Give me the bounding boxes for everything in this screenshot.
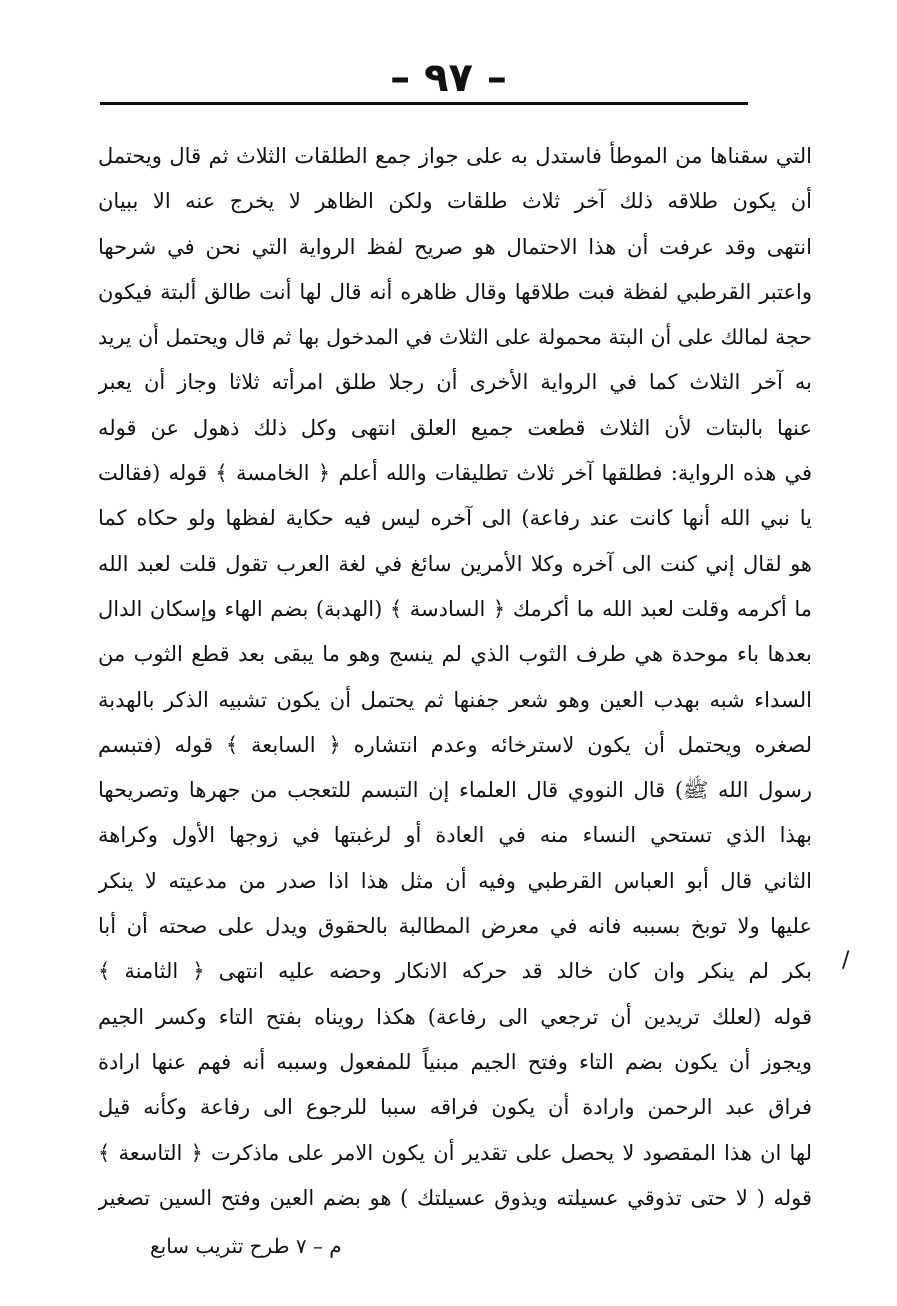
text-line: قوله (لعلك تريدين أن ترجعي الى رفاعة) هكذا رويناه بفتح التاء وكسر الجيم bbox=[98, 1004, 812, 1029]
text-line: عليها ولا توبخ بسببه فانه في معرض المطالبة بالحقوق ويدل على صحته أن أبا bbox=[98, 914, 812, 939]
text-line: التي سقناها من الموطأ فاستدل به على جواز جمع الطلقات الثلاث ثم قال ويحتمل bbox=[98, 144, 812, 168]
text-line: لها ان هذا المقصود لا يحصل على تقدير أن يكون الامر على ماذكرت ﴿ التاسعة ﴾ bbox=[98, 1140, 812, 1165]
text-line: حجة لمالك على أن البتة محمولة على الثلاث في المدخول بها ثم قال ويحتمل أن يريد bbox=[98, 325, 812, 350]
text-line: انتهى وقد عرفت أن هذا الاحتمال هو صريح لفظ الرواية التي نحن في شرحها bbox=[98, 234, 812, 259]
text-line: أن يكون طلاقه ذلك آخر ثلاث طلقات ولكن الظاهر لا يخرج عنه الا ببيان bbox=[98, 189, 812, 214]
text-line: به آخر الثلاث كما في الرواية الأخرى أن رجلا طلق امرأته ثلاثا وجاز أن يعبر bbox=[98, 370, 812, 395]
margin-mark: / bbox=[842, 948, 850, 973]
text-line: ويجوز أن يكون بضم التاء وفتح الجيم مبنياً للمفعول وسببه أنه فهم عنها ارادة bbox=[98, 1049, 812, 1074]
header-rule bbox=[100, 102, 748, 105]
text-line: رسول الله ﷺ) قال النووي قال العلماء إن التبسم للتعجب من جهرها وتصريحها bbox=[98, 778, 812, 803]
text-line: ما أكرمه وقلت لعبد الله ما أكرمك ﴿ السادسة ﴾ (الهدبة) بضم الهاء وإسكان الدال bbox=[98, 596, 812, 621]
text-line: في هذه الرواية: فطلقها آخر ثلاث تطليقات والله أعلم ﴿ الخامسة ﴾ قوله (فقالت bbox=[98, 461, 812, 486]
text-line: بكر لم ينكر وان كان خالد قد حركه الانكار وحضه عليه انتهى ﴿ الثامنة ﴾ bbox=[98, 959, 812, 984]
page-number: – ٩٧ – bbox=[390, 55, 507, 101]
text-line: السداء شبه بهدب العين وهو شعر جفنها ثم يحتمل أن يكون تشبيه الذكر بالهدبة bbox=[98, 687, 812, 712]
footer-signature: م – ٧ طرح تثريب سابع bbox=[150, 1234, 342, 1258]
text-line: لصغره ويحتمل أن يكون لاسترخائه وعدم انتشاره ﴿ السابعة ﴾ قوله (فتبسم bbox=[98, 732, 812, 757]
text-line: قوله ( لا حتى تذوقي عسيلته ويذوق عسيلتك ) هو بضم العين وفتح السين تصغير bbox=[98, 1185, 812, 1210]
text-line: هو لقال إني كنت الى آخره وكلا الأمرين سائغ في لغة العرب تقول قلت لعبد الله bbox=[98, 551, 812, 576]
text-line: عنها بالبتات لأن الثلاث قطعت جميع العلق انتهى وكل ذلك ذهول عن قوله bbox=[98, 415, 812, 440]
text-line: واعتبر القرطبي لفظة فبت طلاقها وقال ظاهره أنه قال لها أنت طالق ألبتة فيكون bbox=[98, 279, 812, 304]
text-line: فراق عبد الرحمن وارادة أن يكون فراقه سببا للرجوع الى رفاعة وكأنه قيل bbox=[98, 1095, 812, 1120]
text-line: بعدها باء موحدة هي طرف الثوب الذي لم ينسج وهو ما يبقى بعد قطع الثوب من bbox=[98, 642, 812, 667]
text-line: الثاني قال أبو العباس القرطبي وفيه أن مثل هذا اذا صدر من مدعيته لا ينكر bbox=[98, 868, 812, 893]
body-text bbox=[98, 134, 812, 1221]
text-line: يا نبي الله أنها كانت عند رفاعة) الى آخره ليس فيه حكاية لفظها ولو حكاه كما bbox=[98, 506, 812, 531]
text-line: بهذا الذي تستحي النساء منه في العادة أو لرغبتها في زوجها الأول وكراهة bbox=[98, 823, 812, 848]
